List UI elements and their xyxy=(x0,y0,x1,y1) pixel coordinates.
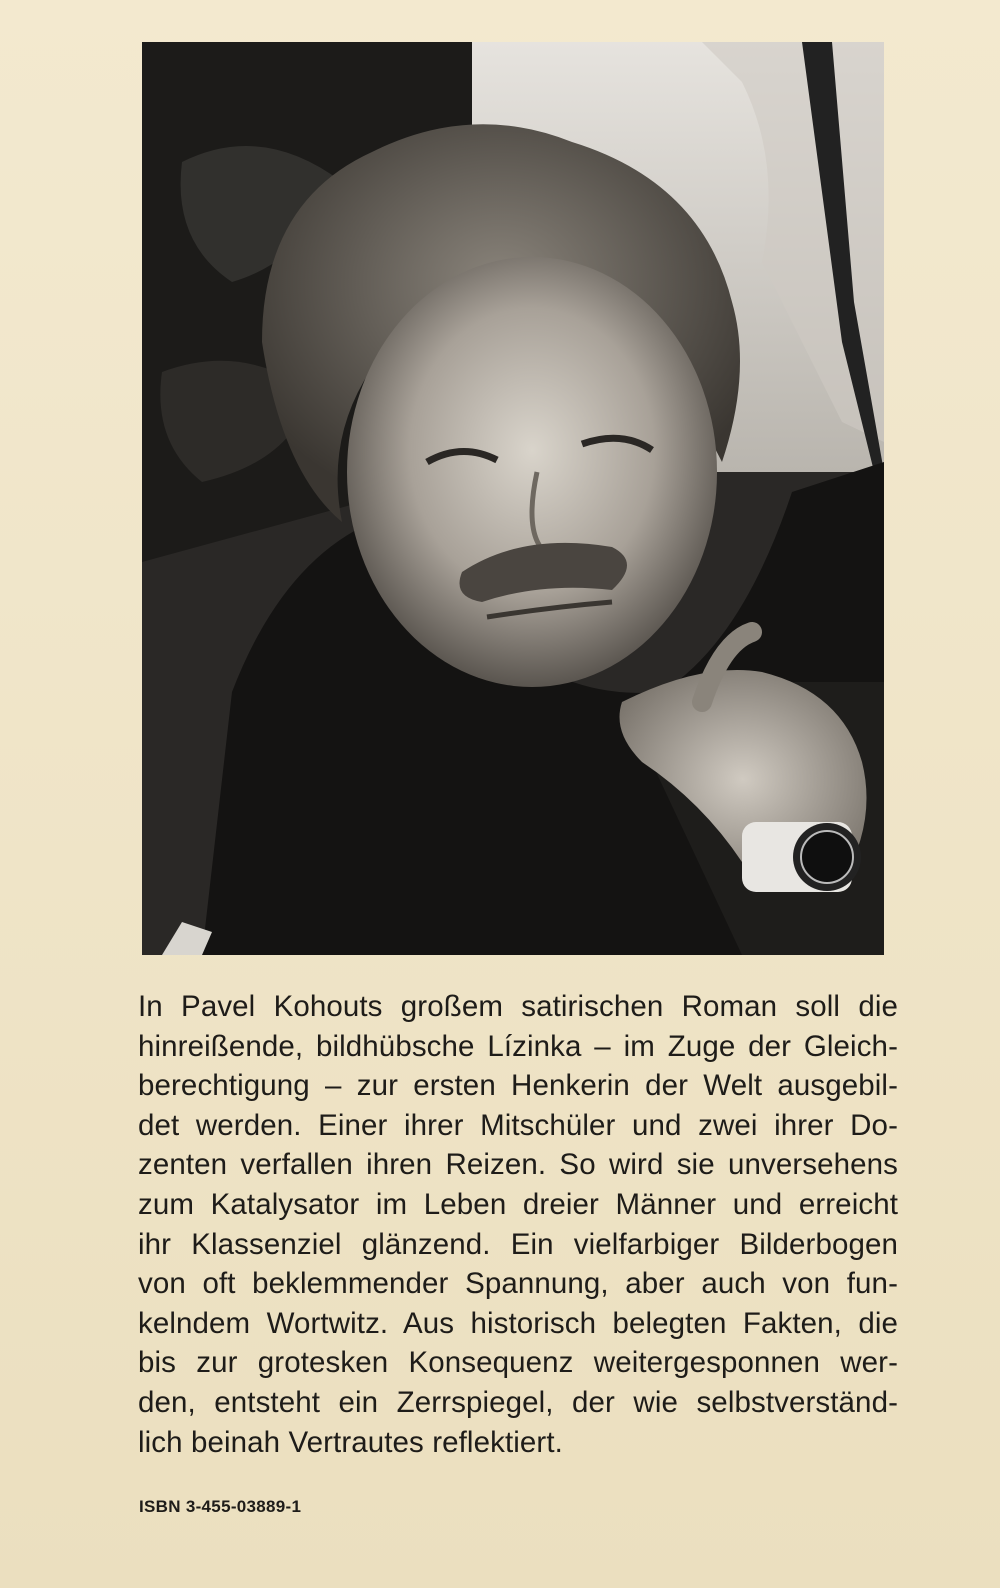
blurb-text xyxy=(138,987,898,1462)
blurb-line: zenten verfallen ihren Reizen. So wird sie unversehens xyxy=(138,1148,898,1182)
portrait-image xyxy=(142,42,884,955)
blurb-line: von oft beklemmender Spannung, aber auch von fun- xyxy=(138,1267,898,1301)
isbn-number: ISBN 3-455-03889-1 xyxy=(139,1497,302,1516)
blurb-line: zum Katalysator im Leben dreier Männer und erreicht xyxy=(138,1187,898,1221)
blurb-line: bis zur grotesken Konsequenz weitergesponnen wer- xyxy=(138,1346,898,1380)
blurb-line: det werden. Einer ihrer Mitschüler und zwei ihrer Do- xyxy=(138,1108,898,1142)
blurb-line: den, entsteht ein Zerrspiegel, der wie selbstverständ- xyxy=(138,1385,898,1419)
blurb-line: kelndem Wortwitz. Aus historisch belegten Fakten, die xyxy=(138,1306,898,1340)
blurb-line: berechtigung – zur ersten Henkerin der Welt ausgebil- xyxy=(138,1069,898,1103)
blurb-line: lich beinah Vertrautes reflektiert. xyxy=(138,1425,563,1459)
author-portrait-photo xyxy=(142,42,884,955)
blurb-line: In Pavel Kohouts großem satirischen Roman soll die xyxy=(138,990,898,1023)
blurb-line: hinreißende, bildhübsche Lízinka – im Zuge der Gleich- xyxy=(138,1029,898,1063)
blurb-line: ihr Klassenziel glänzend. Ein vielfarbiger Bilderbogen xyxy=(138,1227,898,1261)
